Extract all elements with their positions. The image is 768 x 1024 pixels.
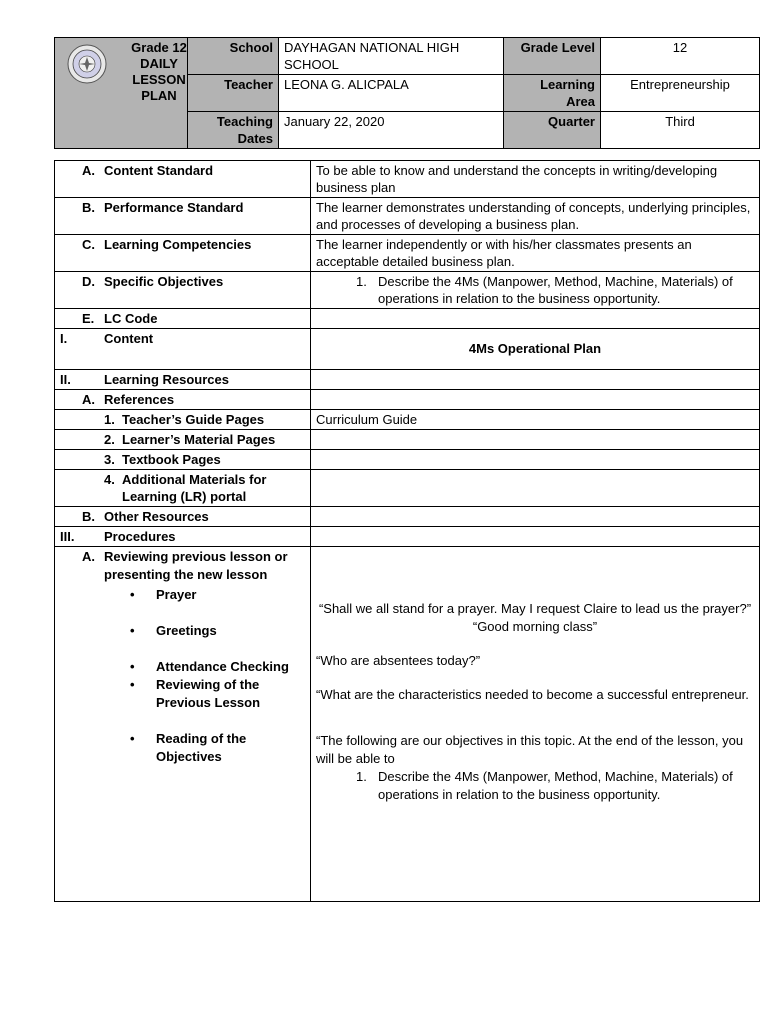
row-label: B. Performance Standard (55, 198, 311, 235)
header-title (121, 40, 197, 104)
grade-level-value: 12 (601, 38, 760, 75)
greeting-text: “Good morning class” (472, 619, 598, 634)
row-label: II. Learning Resources (55, 370, 311, 390)
teacher-value: LEONA G. ALICPALA (279, 75, 504, 112)
header-title-cell (55, 38, 188, 149)
attendance-text: “Who are absentees today?” (316, 653, 481, 668)
row-label: I. Content (55, 329, 311, 370)
teachers-guide-label: Teacher’s Guide Pages (122, 412, 265, 427)
bullet-item: Reading of the Objectives (156, 731, 247, 764)
quarter-value: Third (601, 112, 760, 149)
procedures-label: Procedures (104, 529, 176, 544)
bullet-item: Reviewing of the Previous Lesson (156, 677, 261, 710)
additional-materials-label: Additional Materials for Learning (LR) portal (122, 472, 267, 504)
learning-area-label: Learning Area (504, 75, 601, 112)
textbook-label: Textbook Pages (122, 452, 221, 467)
bullet-item: Prayer (156, 587, 197, 602)
quarter-label: Quarter (504, 112, 601, 149)
content-topic: 4Ms Operational Plan (468, 341, 602, 356)
lc-code-value (311, 309, 760, 329)
other-resources-label: Other Resources (104, 509, 209, 524)
reviewing-value: “Shall we all stand for a prayer. May I request Claire to lead us the prayer?” “Good morning class” “Who are absentees today?” “What are the characteristics needed to become a successful entrepreneur. “The following are our objectives in this topic. At the end of the lesson, you will be able to 1. Describe the 4Ms (Manpower, Method, Machine, Materials) of operations in relation to the business opportunity. (311, 547, 760, 902)
objective-item: Describe the 4Ms (Manpower, Method, Machine, Materials) of operations in relation to the business opportunity. (378, 274, 733, 306)
table-row (55, 470, 760, 507)
school-value: DAYHAGAN NATIONAL HIGH SCHOOL (279, 38, 504, 75)
bullet-item: Attendance Checking (156, 659, 289, 674)
row-label: 3. Textbook Pages (55, 450, 311, 470)
learners-material-label: Learner’s Material Pages (122, 432, 276, 447)
bullet-item: Greetings (156, 623, 217, 638)
row-label: A. Content Standard (55, 161, 311, 198)
specific-objectives-value: 1. Describe the 4Ms (Manpower, Method, Machine, Materials) of operations in relation to the business opportunity. (311, 272, 760, 309)
table-row (55, 309, 760, 329)
table-row (55, 161, 760, 198)
content-value (311, 329, 760, 370)
objectives-text: “The following are our objectives in this topic. At the end of the lesson, you will be able to (316, 733, 744, 766)
content-standard-label: Content Standard (104, 163, 214, 178)
table-row (55, 410, 760, 430)
school-label: School (188, 38, 279, 75)
content-label: Content (104, 331, 154, 346)
table-row (55, 450, 760, 470)
objective-item: Describe the 4Ms (Manpower, Method, Machine, Materials) of operations in relation to the business opportunity. (378, 769, 733, 802)
teacher-label: Teacher (188, 75, 279, 112)
content-standard-value: To be able to know and understand the concepts in writing/developing business plan (311, 161, 760, 198)
table-row (55, 198, 760, 235)
deped-seal-icon (67, 44, 107, 84)
row-label: 2. Learner’s Material Pages (55, 430, 311, 450)
row-label: III. Procedures (55, 527, 311, 547)
row-label: B. Other Resources (55, 507, 311, 527)
learners-material-value (311, 430, 760, 450)
table-row (55, 370, 760, 390)
performance-standard-value: The learner demonstrates understanding of concepts, underlying principles, and processes of developing a business plan. (311, 198, 760, 235)
textbook-value (311, 450, 760, 470)
header-table (54, 37, 760, 149)
table-row (55, 390, 760, 410)
row-label: A. Reviewing previous lesson or presenting the new lesson • Prayer • Greetings • Attendance Checking • Reviewing of the Previous Lesson • Reading of the Objectives (55, 547, 311, 902)
title-line: PLAN (141, 88, 177, 103)
additional-materials-value (311, 470, 760, 507)
row-label: C. Learning Competencies (55, 235, 311, 272)
learning-competencies-value: The learner independently or with his/her classmates presents an acceptable detailed business plan. (311, 235, 760, 272)
table-row (55, 507, 760, 527)
reviewing-label: Reviewing previous lesson or presenting the new lesson (104, 549, 288, 582)
learning-competencies-label: Learning Competencies (104, 237, 252, 252)
table-row (55, 329, 760, 370)
learning-resources-label: Learning Resources (104, 372, 229, 387)
table-row (55, 527, 760, 547)
performance-standard-label: Performance Standard (104, 200, 244, 215)
specific-objectives-label: Specific Objectives (104, 274, 224, 289)
table-row (55, 547, 760, 902)
grade-level-label: Grade Level (504, 38, 601, 75)
lc-code-label: LC Code (104, 311, 158, 326)
title-line: DAILY (140, 56, 178, 71)
table-row (55, 272, 760, 309)
other-resources-value (311, 507, 760, 527)
row-label: 4. Additional Materials for Learning (LR) portal (55, 470, 311, 507)
row-label: A. References (55, 390, 311, 410)
references-label: References (104, 392, 175, 407)
row-label: E. LC Code (55, 309, 311, 329)
teaching-dates-value: January 22, 2020 (279, 112, 504, 149)
learning-area-value: Entrepreneurship (601, 75, 760, 112)
title-line: LESSON (132, 72, 186, 87)
row-label: D. Specific Objectives (55, 272, 311, 309)
table-row (55, 235, 760, 272)
review-text: “What are the characteristics needed to become a successful entrepreneur. (316, 687, 749, 702)
lesson-plan-table (54, 160, 760, 902)
teaching-dates-label: Teaching Dates (188, 112, 279, 149)
row-label: 1. Teacher’s Guide Pages (55, 410, 311, 430)
title-line: Grade 12 (131, 40, 187, 55)
prayer-text: “Shall we all stand for a prayer. May I request Claire to lead us the prayer?” (318, 601, 752, 616)
teachers-guide-value: Curriculum Guide (311, 410, 760, 430)
table-row (55, 430, 760, 450)
